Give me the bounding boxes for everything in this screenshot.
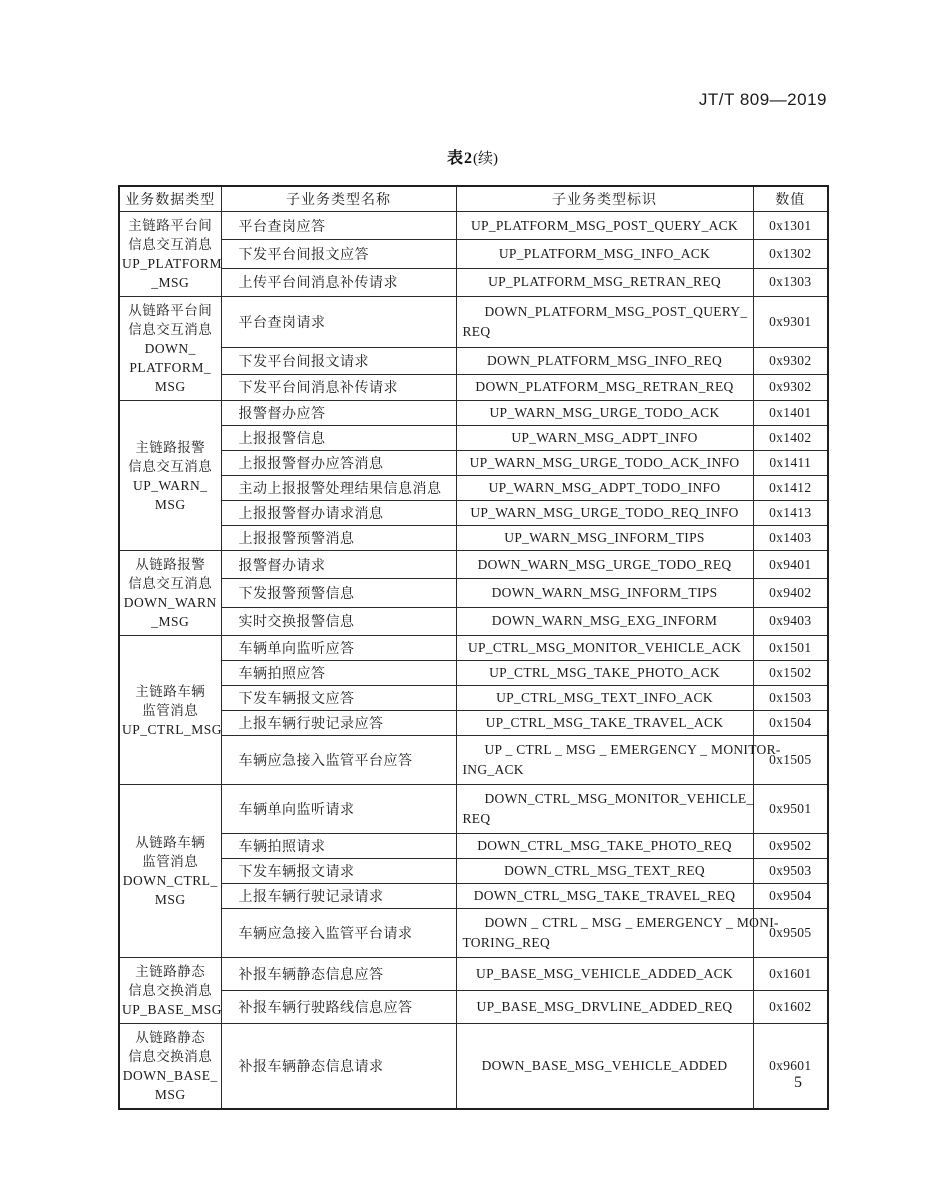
subtype-code-line: REQ <box>462 324 491 340</box>
value-cell: 0x1401 <box>753 401 828 426</box>
business-type-line: MSG <box>154 892 186 907</box>
table-header-row <box>119 186 828 212</box>
table-row <box>119 834 828 859</box>
table-row <box>119 884 828 909</box>
business-type-line: UP_BASE_MSG <box>122 1002 223 1017</box>
business-type-line: 从链路车辆 <box>135 835 206 850</box>
table-row <box>119 661 828 686</box>
subtype-name-cell: 下发平台间报文应答 <box>221 240 456 268</box>
subtype-name-cell: 下发平台间消息补传请求 <box>221 374 456 400</box>
value-cell: 0x1411 <box>753 451 828 476</box>
business-type-line: 从链路平台间 <box>128 303 213 318</box>
subtype-code-cell: UP_CTRL_MSG_TEXT_INFO_ACK <box>456 686 753 711</box>
table-row <box>119 551 828 579</box>
subtype-code-cell: UP_PLATFORM_MSG_POST_QUERY_ACK <box>456 212 753 240</box>
subtype-name-cell: 上传平台间消息补传请求 <box>221 268 456 296</box>
subtype-code-cell: UP_WARN_MSG_ADPT_INFO <box>456 426 753 451</box>
value-cell: 0x9501 <box>753 785 828 834</box>
subtype-code-line: DOWN_PLATFORM_MSG_POST_QUERY_ <box>484 304 748 320</box>
business-type-line: DOWN_WARN <box>123 595 217 610</box>
table-row <box>119 348 828 374</box>
table-row <box>119 958 828 991</box>
business-type-cell <box>119 1024 221 1110</box>
page-number: 5 <box>794 1074 802 1091</box>
table-row <box>119 476 828 501</box>
subtype-name-cell: 实时交换报警信息 <box>221 607 456 635</box>
header-business-data-type: 业务数据类型 <box>119 186 221 212</box>
standard-number: JT/T 809—2019 <box>698 90 827 109</box>
subtype-code-line: DOWN_CTRL_MSG_MONITOR_VEHICLE_ <box>484 791 754 806</box>
value-cell: 0x9503 <box>753 859 828 884</box>
table-row <box>119 426 828 451</box>
table-row <box>119 297 828 348</box>
table-row <box>119 374 828 400</box>
subtype-name-cell: 车辆拍照请求 <box>221 834 456 859</box>
business-type-line: 信息交换消息 <box>128 983 213 998</box>
subtype-code-cell: DOWN_WARN_MSG_EXG_INFORM <box>456 607 753 635</box>
value-cell: 0x9301 <box>753 297 828 348</box>
business-type-line: 主链路静态 <box>135 964 206 979</box>
subtype-code-line: DOWN _ CTRL _ MSG _ EMERGENCY _ MONI- <box>484 915 779 930</box>
subtype-code-cell: UP_CTRL_MSG_MONITOR_VEHICLE_ACK <box>456 636 753 661</box>
subtype-code-cell <box>456 297 753 348</box>
subtype-name-cell: 上报报警督办应答消息 <box>221 451 456 476</box>
business-type-line: 信息交换消息 <box>128 1049 213 1064</box>
business-type-line: UP_WARN_ <box>132 477 208 493</box>
business-type-line: 信息交互消息 <box>128 576 213 591</box>
business-type-line: MSG <box>154 496 186 512</box>
value-cell: 0x9302 <box>753 374 828 400</box>
business-type-line: DOWN_CTRL_ <box>122 873 218 888</box>
subtype-name-cell: 报警督办应答 <box>221 401 456 426</box>
business-type-cell <box>119 785 221 958</box>
value-cell: 0x9502 <box>753 834 828 859</box>
table-row <box>119 785 828 834</box>
business-type-line: DOWN_ <box>144 341 196 356</box>
business-type-cell <box>119 401 221 551</box>
subtype-code-cell: UP_WARN_MSG_ADPT_TODO_INFO <box>456 476 753 501</box>
table-row <box>119 268 828 296</box>
business-type-line: 从链路静态 <box>135 1030 206 1045</box>
subtype-code-cell: UP_WARN_MSG_URGE_TODO_ACK_INFO <box>456 451 753 476</box>
business-type-line: MSG <box>154 1087 186 1102</box>
table-row <box>119 686 828 711</box>
table-row <box>119 401 828 426</box>
subtype-code-line: UP _ CTRL _ MSG _ EMERGENCY _ MONITOR- <box>484 742 781 757</box>
table-row <box>119 991 828 1024</box>
table-caption-continued: (续) <box>473 151 498 167</box>
subtype-name-cell: 补报车辆行驶路线信息应答 <box>221 991 456 1024</box>
business-type-line: DOWN_BASE_ <box>122 1068 218 1083</box>
subtype-code-cell: UP_WARN_MSG_URGE_TODO_ACK <box>456 401 753 426</box>
business-type-cell <box>119 958 221 1024</box>
subtype-code-cell: UP_PLATFORM_MSG_RETRAN_REQ <box>456 268 753 296</box>
table-row <box>119 501 828 526</box>
value-cell: 0x1501 <box>753 636 828 661</box>
table-row <box>119 636 828 661</box>
subtype-code-cell: UP_WARN_MSG_INFORM_TIPS <box>456 526 753 551</box>
subtype-code-cell <box>456 736 781 785</box>
subtype-code-cell: UP_CTRL_MSG_TAKE_TRAVEL_ACK <box>456 711 753 736</box>
value-cell: 0x1301 <box>753 212 828 240</box>
subtype-code-cell: DOWN_CTRL_MSG_TEXT_REQ <box>456 859 753 884</box>
value-cell: 0x1602 <box>753 991 828 1024</box>
message-subtype-table <box>118 185 829 1110</box>
value-cell: 0x9601 <box>753 1024 828 1110</box>
subtype-code-line: REQ <box>462 811 491 826</box>
business-type-cell <box>119 212 221 297</box>
table-row <box>119 212 828 240</box>
value-cell: 0x9504 <box>753 884 828 909</box>
value-cell: 0x1412 <box>753 476 828 501</box>
value-cell: 0x1302 <box>753 240 828 268</box>
subtype-code-cell: DOWN_CTRL_MSG_TAKE_TRAVEL_REQ <box>456 884 753 909</box>
business-type-line: 主链路平台间 <box>128 218 213 233</box>
subtype-name-cell: 车辆单向监听应答 <box>221 636 456 661</box>
subtype-code-cell: DOWN_WARN_MSG_URGE_TODO_REQ <box>456 551 753 579</box>
subtype-name-cell: 下发车辆报文请求 <box>221 859 456 884</box>
table-body <box>119 212 828 1110</box>
table-row <box>119 859 828 884</box>
subtype-name-cell: 下发报警预警信息 <box>221 579 456 607</box>
subtype-code-cell: UP_WARN_MSG_URGE_TODO_REQ_INFO <box>456 501 753 526</box>
header-subtype-identifier: 子业务类型标识 <box>456 186 753 212</box>
value-cell: 0x1303 <box>753 268 828 296</box>
table-row <box>119 526 828 551</box>
value-cell: 0x9403 <box>753 607 828 635</box>
subtype-code-line: ING_ACK <box>462 762 524 777</box>
table-row <box>119 607 828 635</box>
business-type-line: _MSG <box>151 614 190 629</box>
subtype-name-cell: 车辆应急接入监管平台请求 <box>221 909 456 958</box>
subtype-name-cell: 上报报警督办请求消息 <box>221 501 456 526</box>
value-cell: 0x1413 <box>753 501 828 526</box>
subtype-name-cell: 平台查岗请求 <box>221 297 456 348</box>
subtype-name-cell: 上报车辆行驶记录请求 <box>221 884 456 909</box>
value-cell: 0x9302 <box>753 348 828 374</box>
value-cell: 0x1402 <box>753 426 828 451</box>
subtype-code-cell: DOWN_PLATFORM_MSG_INFO_REQ <box>456 348 753 374</box>
table-row <box>119 240 828 268</box>
subtype-name-cell: 上报报警预警消息 <box>221 526 456 551</box>
subtype-name-cell: 下发平台间报文请求 <box>221 348 456 374</box>
business-type-cell <box>119 636 221 785</box>
business-type-line: 监管消息 <box>142 702 199 718</box>
subtype-name-cell: 上报车辆行驶记录应答 <box>221 711 456 736</box>
business-type-line: 主链路车辆 <box>135 683 206 699</box>
business-type-line: 信息交互消息 <box>128 322 213 337</box>
subtype-code-cell: DOWN_BASE_MSG_VEHICLE_ADDED <box>456 1024 753 1110</box>
value-cell: 0x1503 <box>753 686 828 711</box>
business-type-line: MSG <box>154 379 186 394</box>
business-type-cell <box>119 297 221 401</box>
subtype-code-cell: DOWN_CTRL_MSG_TAKE_PHOTO_REQ <box>456 834 753 859</box>
subtype-name-cell: 补报车辆静态信息请求 <box>221 1024 456 1110</box>
business-type-cell <box>119 551 221 636</box>
business-type-line: 信息交互消息 <box>128 237 213 252</box>
value-cell: 0x1403 <box>753 526 828 551</box>
subtype-code-line: TORING_REQ <box>462 935 551 950</box>
value-cell: 0x9505 <box>753 909 828 958</box>
subtype-name-cell: 报警督办请求 <box>221 551 456 579</box>
subtype-name-cell: 车辆拍照应答 <box>221 661 456 686</box>
table-row <box>119 1024 828 1110</box>
business-type-line: PLATFORM_ <box>129 360 212 375</box>
subtype-name-cell: 主动上报报警处理结果信息消息 <box>221 476 456 501</box>
subtype-name-cell: 车辆单向监听请求 <box>221 785 456 834</box>
table-row <box>119 736 828 785</box>
table-row <box>119 451 828 476</box>
value-cell: 0x1601 <box>753 958 828 991</box>
subtype-name-cell: 平台查岗应答 <box>221 212 456 240</box>
table-caption-number: 表2 <box>446 150 473 167</box>
subtype-code-cell: UP_BASE_MSG_DRVLINE_ADDED_REQ <box>456 991 753 1024</box>
subtype-code-cell <box>456 909 779 958</box>
value-cell: 0x9401 <box>753 551 828 579</box>
business-type-line: _MSG <box>151 275 190 290</box>
business-type-line: 监管消息 <box>142 854 199 869</box>
business-type-line: UP_PLATFORM <box>122 256 223 271</box>
subtype-code-cell: UP_PLATFORM_MSG_INFO_ACK <box>456 240 753 268</box>
value-cell: 0x1505 <box>753 736 828 785</box>
business-type-line: 主链路报警 <box>135 439 206 455</box>
subtype-code-cell: DOWN_WARN_MSG_INFORM_TIPS <box>456 579 753 607</box>
table-row <box>119 909 828 958</box>
business-type-line: UP_CTRL_MSG <box>122 721 223 737</box>
table-row <box>119 711 828 736</box>
header-subtype-name: 子业务类型名称 <box>221 186 456 212</box>
table-caption <box>118 145 827 168</box>
subtype-code-cell: DOWN_PLATFORM_MSG_RETRAN_REQ <box>456 374 753 400</box>
subtype-name-cell: 下发车辆报文应答 <box>221 686 456 711</box>
business-type-line: 从链路报警 <box>135 557 206 572</box>
subtype-name-cell: 车辆应急接入监管平台应答 <box>221 736 456 785</box>
business-type-line: 信息交互消息 <box>128 458 213 474</box>
subtype-code-cell: UP_BASE_MSG_VEHICLE_ADDED_ACK <box>456 958 753 991</box>
header-value: 数值 <box>753 186 828 212</box>
table-row <box>119 579 828 607</box>
value-cell: 0x1502 <box>753 661 828 686</box>
subtype-name-cell: 上报报警信息 <box>221 426 456 451</box>
subtype-code-cell <box>456 785 753 834</box>
value-cell: 0x1504 <box>753 711 828 736</box>
value-cell: 0x9402 <box>753 579 828 607</box>
subtype-name-cell: 补报车辆静态信息应答 <box>221 958 456 991</box>
subtype-code-cell: UP_CTRL_MSG_TAKE_PHOTO_ACK <box>456 661 753 686</box>
